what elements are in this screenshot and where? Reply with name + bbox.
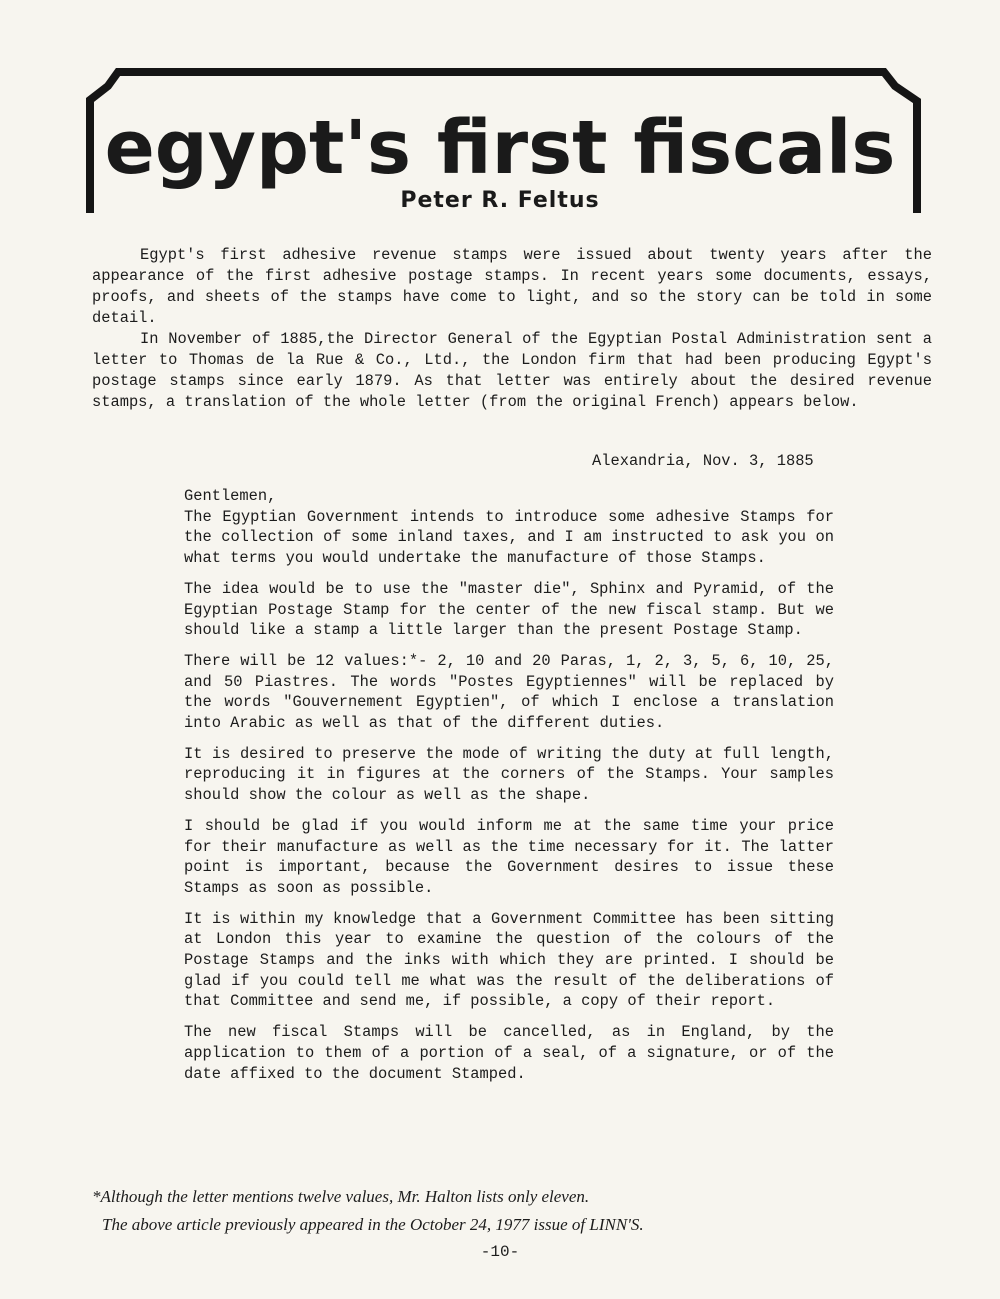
- intro-section: [92, 245, 932, 413]
- article-title: egypt's first fiscals: [104, 105, 896, 191]
- letter-paragraph: I should be glad if you would inform me at the same time your price for their manufacture as well as the time necessary for it. The latter point is important, because the Government desires to issue these Stamps as soon as possible.: [184, 816, 834, 897]
- intro-paragraph: Egypt's first adhesive revenue stamps were issued about twenty years after the appearance of the first adhesive postage stamps. In recent years some documents, essays, proofs, and sheets of the stamps have come to light, and so the story can be told in some detail.: [92, 246, 932, 327]
- page-number: -10-: [480, 1243, 520, 1261]
- asterisk-footnote: *Although the letter mentions twelve values, Mr. Halton lists only eleven.: [92, 1187, 590, 1206]
- footnotes: [92, 1183, 952, 1239]
- letter-salutation: Gentlemen,: [184, 487, 277, 505]
- letter-body: [184, 486, 834, 1094]
- letter-paragraph: The new fiscal Stamps will be cancelled, as in England, by the application to them of a portion of a seal, of a signature, or of the date affixed to the document Stamped.: [184, 1023, 834, 1083]
- letter-dateline: Alexandria, Nov. 3, 1885: [592, 452, 814, 470]
- letter-paragraph: The idea would be to use the "master die", Sphinx and Pyramid, of the Egyptian Postage Stamp for the center of the new fiscal stamp. But we should like a stamp a little larger than the present Postage Stamp.: [184, 579, 834, 640]
- letter-paragraph: It is within my knowledge that a Government Committee has been sitting at London this year to examine the question of the colours of the Postage Stamps and the inks with which they are printed. I should be glad if you could tell me what was the result of the deliberations of that Committee and send me, if possible, a copy of their report.: [184, 909, 834, 1011]
- author-byline: Peter R. Feltus: [400, 188, 600, 213]
- source-footnote: The above article previously appeared in the October 24, 1977 issue of LINN'S.: [102, 1215, 644, 1234]
- letter-paragraph: It is desired to preserve the mode of writing the duty at full length, reproducing it in figures at the corners of the Stamps. Your samples should show the colour as well as the shape.: [184, 744, 834, 805]
- letter-paragraph: The Egyptian Government intends to introduce some adhesive Stamps for the collection of some inland taxes, and I am instructed to ask you on what terms you would undertake the manufacture of those Stamps.: [184, 507, 834, 568]
- letter-paragraph: There will be 12 values:*- 2, 10 and 20 Paras, 1, 2, 3, 5, 6, 10, 25, and 50 Piastres. The words "Postes Egyptiennes" will be replaced by the words "Gouvernement Egyptien", of which I enclose a translation into Arabic as well as that of the different duties.: [184, 651, 834, 733]
- intro-paragraph: In November of 1885,the Director General of the Egyptian Postal Administration sent a letter to Thomas de la Rue & Co., Ltd., the London firm that had been producing Egypt's postage stamps since early 1879. As that letter was entirely about the desired revenue stamps, a translation of the whole letter (from the original French) appears below.: [92, 330, 932, 411]
